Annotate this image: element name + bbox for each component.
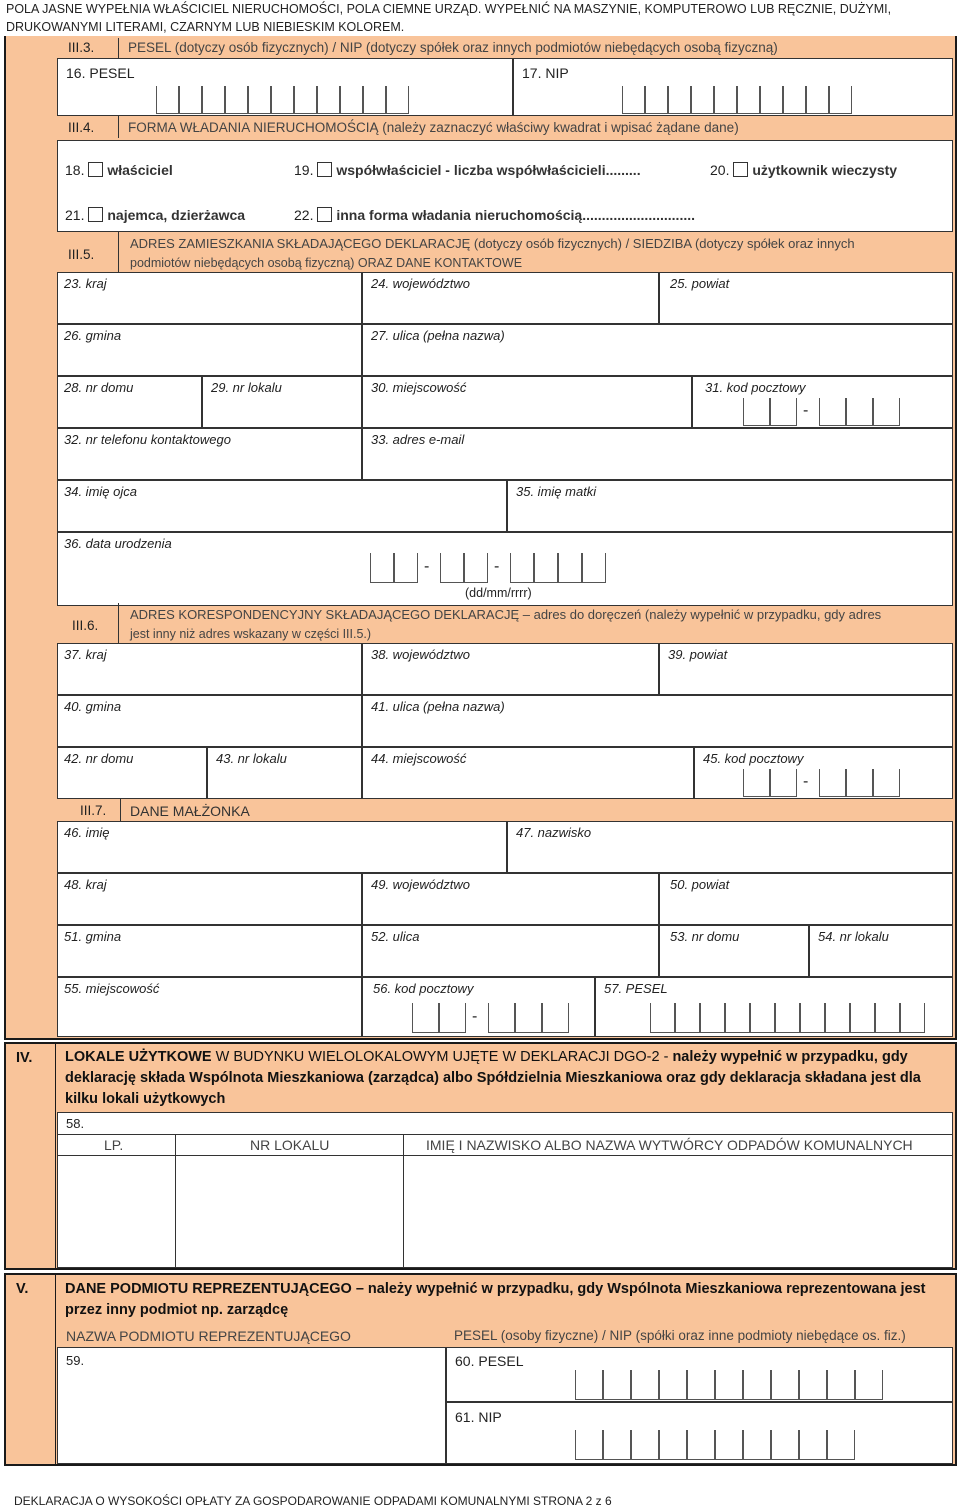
char-box[interactable]: [743, 769, 770, 797]
field-56-postcode[interactable]: 56. kod pocztowy: [362, 977, 595, 1037]
field-16-pesel[interactable]: 16. PESEL: [57, 58, 513, 116]
section-iii-7-heading: III.7.: [80, 803, 107, 818]
field-59-representative-name[interactable]: 59.: [57, 1347, 446, 1464]
field-30-city[interactable]: 30. miejscowość: [362, 376, 692, 428]
section-iv-title: LOKALE UŻYTKOWE W BUDYNKU WIELOLOKALOWYM UJĘTE W DEKLARACJI DGO-2 - należy wypełnić w przypadku, gdy deklarację składa Wspólnota Mieszkaniowa (zarządca) albo Spółdzielnia Mieszkaniowa oraz gdy deklaracja składana jest dla kilku lokali użytkowych: [65, 1049, 921, 1107]
comb-separator: -: [803, 402, 809, 419]
char-box[interactable]: [542, 1003, 569, 1033]
section-v-title: DANE PODMIOTU REPREZENTUJĄCEGO – należy wypełnić w przypadku, gdy Wspólnota Mieszkaniowa reprezentowana jest przez inny podmiot np. zarządcę: [65, 1281, 926, 1318]
field-54-flat-no[interactable]: 54. nr lokalu: [809, 925, 953, 977]
char-box[interactable]: [770, 769, 797, 797]
char-box[interactable]: [668, 86, 691, 114]
char-box[interactable]: [394, 553, 418, 583]
field-61-nip[interactable]: 61. NIP: [446, 1402, 953, 1464]
field-27-street[interactable]: 27. ulica (pełna nazwa): [362, 324, 953, 376]
char-box[interactable]: [829, 86, 852, 114]
field-55-city[interactable]: 55. miejscowość: [57, 977, 362, 1037]
section-iii-6-subtitle: jest inny niż adres wskazany w części III.5.): [130, 627, 372, 641]
option-19[interactable]: 19. współwłaściciel - liczba współwłaścicieli.........: [294, 162, 641, 178]
char-box[interactable]: [631, 1370, 659, 1400]
char-box[interactable]: [622, 86, 645, 114]
char-box[interactable]: [875, 1003, 900, 1033]
char-box[interactable]: [714, 86, 737, 114]
option-20[interactable]: 20. użytkownik wieczysty: [710, 162, 898, 178]
char-box[interactable]: [900, 1003, 925, 1033]
comb-separator: -: [803, 773, 809, 790]
checkbox-20[interactable]: [733, 162, 748, 177]
field-60-pesel[interactable]: 60. PESEL: [446, 1347, 953, 1402]
char-box[interactable]: [799, 1430, 827, 1460]
section-iii-3-heading: III.3.: [68, 40, 95, 55]
section-iii-4-heading: III.4.: [68, 120, 95, 135]
field-29-flat-no[interactable]: 29. nr lokalu: [202, 376, 362, 428]
field-47-surname[interactable]: 47. nazwisko: [507, 821, 953, 873]
char-box[interactable]: [412, 1003, 439, 1033]
field-45-postcode[interactable]: 45. kod pocztowy: [694, 747, 953, 799]
fill-instructions: [6, 0, 956, 36]
field-32-phone[interactable]: 32. nr telefonu kontaktowego: [57, 428, 362, 480]
char-box[interactable]: [771, 1370, 799, 1400]
field-36-birth-date[interactable]: 36. data urodzenia: [57, 532, 953, 606]
char-box[interactable]: [179, 86, 202, 114]
field-44-city[interactable]: 44. miejscowość: [362, 747, 694, 799]
field-35-mother-name[interactable]: 35. imię matki: [507, 480, 953, 532]
char-box[interactable]: [675, 1003, 700, 1033]
field-50-county[interactable]: 50. powiat: [659, 873, 953, 925]
checkbox-21[interactable]: [88, 207, 103, 222]
field-57-pesel[interactable]: 57. PESEL: [595, 977, 953, 1037]
section-v-number: V.: [16, 1281, 29, 1297]
char-box[interactable]: [846, 769, 873, 797]
char-box[interactable]: [850, 1003, 875, 1033]
char-box[interactable]: [827, 1430, 855, 1460]
field-25-county[interactable]: 25. powiat: [659, 272, 953, 324]
field-24-voivodeship[interactable]: 24. województwo: [362, 272, 659, 324]
char-box[interactable]: [799, 1370, 827, 1400]
field-46-first-name[interactable]: 46. imię: [57, 821, 507, 873]
section-iv-number: IV.: [16, 1050, 33, 1066]
char-box[interactable]: [760, 86, 783, 114]
char-box[interactable]: [873, 769, 900, 797]
char-box[interactable]: [510, 553, 534, 583]
instructions-line-2: DRUKOWANYMI LITERAMI, CZARNYM LUB NIEBIESKIM KOLOREM.: [6, 20, 405, 34]
section-iii-3-title: PESEL (dotyczy osób fizycznych) / NIP (dotyczy spółek oraz innych podmiotów niebędących osobą fizyczną): [128, 40, 778, 55]
field-37-country[interactable]: 37. kraj: [57, 643, 362, 695]
field-26-commune[interactable]: 26. gmina: [57, 324, 362, 376]
char-box[interactable]: [271, 86, 294, 114]
option-21[interactable]: 21. najemca, dzierżawca: [65, 207, 246, 223]
char-box[interactable]: [370, 553, 394, 583]
page-footer: DEKLARACJA O WYSOKOŚCI OPŁATY ZA GOSPODAROWANIE ODPADAMI KOMUNALNYMI STRONA 2 z 6: [14, 1494, 612, 1508]
char-box[interactable]: [846, 398, 873, 426]
char-box[interactable]: [294, 86, 317, 114]
field-34-father-name[interactable]: 34. imię ojca: [57, 480, 507, 532]
char-box[interactable]: [806, 86, 829, 114]
char-box[interactable]: [800, 1003, 825, 1033]
checkbox-19[interactable]: [317, 162, 332, 177]
field-17-nip[interactable]: 17. NIP: [513, 58, 953, 116]
char-box[interactable]: [825, 1003, 850, 1033]
section-iii-6-heading: III.6.: [72, 618, 99, 633]
section-iii-6-title: ADRES KORESPONDENCYJNY SKŁADAJĄCEGO DEKLARACJĘ – adres do doręczeń (należy wypełnić w przypadku, gdy adres: [130, 607, 882, 622]
char-box[interactable]: [771, 1430, 799, 1460]
char-box[interactable]: [464, 553, 488, 583]
char-box[interactable]: [725, 1003, 750, 1033]
char-box[interactable]: [603, 1430, 631, 1460]
char-box[interactable]: [873, 398, 900, 426]
section-iii-7-title: DANE MAŁŻONKA: [130, 803, 250, 819]
char-box[interactable]: [687, 1430, 715, 1460]
field-23-country[interactable]: 23. kraj: [57, 272, 362, 324]
field-28-house-no[interactable]: 28. nr domu: [57, 376, 202, 428]
section-iii-4-title: FORMA WŁADANIA NIERUCHOMOŚCIĄ (należy zaznaczyć właściwy kwadrat i wpisać żądane dane): [128, 120, 739, 135]
char-box[interactable]: [715, 1430, 743, 1460]
char-box[interactable]: [202, 86, 225, 114]
char-box[interactable]: [534, 553, 558, 583]
char-box[interactable]: [515, 1003, 542, 1033]
field-41-street[interactable]: 41. ulica (pełna nazwa): [362, 695, 953, 747]
char-box[interactable]: [743, 1430, 771, 1460]
field-40-commune[interactable]: 40. gmina: [57, 695, 362, 747]
field-42-house-no[interactable]: 42. nr domu: [57, 747, 207, 799]
comb-separator: -: [472, 1008, 478, 1025]
comb-separator: -: [424, 558, 430, 575]
field-58-label: 58.: [66, 1116, 85, 1131]
char-box[interactable]: [575, 1430, 603, 1460]
field-38-voivodeship[interactable]: 38. województwo: [362, 643, 659, 695]
char-box[interactable]: [827, 1370, 855, 1400]
char-box[interactable]: [645, 86, 668, 114]
char-box[interactable]: [582, 553, 606, 583]
field-53-house-no[interactable]: 53. nr domu: [659, 925, 809, 977]
section-iii-5-title: ADRES ZAMIESZKANIA SKŁADAJĄCEGO DEKLARACJĘ (dotyczy osób fizycznych) / SIEDZIBA (dotyczy spółek oraz innych: [130, 236, 855, 251]
char-box[interactable]: [440, 553, 464, 583]
field-39-county[interactable]: 39. powiat: [659, 643, 953, 695]
char-box[interactable]: [819, 769, 846, 797]
char-box[interactable]: [386, 86, 409, 114]
date-format-hint: (dd/mm/rrrr): [465, 586, 532, 600]
field-48-country[interactable]: 48. kraj: [57, 873, 362, 925]
char-box[interactable]: [855, 1370, 883, 1400]
char-box[interactable]: [363, 86, 386, 114]
char-box[interactable]: [743, 398, 770, 426]
field-33-email[interactable]: 33. adres e-mail: [362, 428, 953, 480]
char-box[interactable]: [819, 398, 846, 426]
char-box[interactable]: [775, 1003, 800, 1033]
char-box[interactable]: [340, 86, 363, 114]
instructions-line-1: POLA JASNE WYPEŁNIA WŁAŚCICIEL NIERUCHOMOŚCI, POLA CIEMNE URZĄD. WYPEŁNIĆ NA MASZYNIE, KOMPUTEROWO LUB RĘCZNIE, DUŻYMI,: [6, 2, 892, 16]
checkbox-18[interactable]: [88, 162, 103, 177]
field-43-flat-no[interactable]: 43. nr lokalu: [207, 747, 362, 799]
field-31-postcode[interactable]: 31. kod pocztowy: [692, 376, 953, 428]
char-box[interactable]: [225, 86, 248, 114]
field-49-voivodeship[interactable]: 49. województwo: [362, 873, 659, 925]
comb-separator: -: [494, 558, 500, 575]
char-box[interactable]: [631, 1430, 659, 1460]
option-22[interactable]: 22. inna forma władania nieruchomością.............................: [294, 207, 695, 223]
char-box[interactable]: [700, 1003, 725, 1033]
char-box[interactable]: [715, 1370, 743, 1400]
checkbox-22[interactable]: [317, 207, 332, 222]
char-box[interactable]: [691, 86, 714, 114]
char-box[interactable]: [317, 86, 340, 114]
char-box[interactable]: [659, 1370, 687, 1400]
column-unit-number: NR LOKALU: [250, 1137, 330, 1153]
char-box[interactable]: [770, 398, 797, 426]
char-box[interactable]: [488, 1003, 515, 1033]
char-box[interactable]: [783, 86, 806, 114]
option-18[interactable]: 18. właściciel: [65, 162, 173, 178]
char-box[interactable]: [650, 1003, 675, 1033]
column-representative-id: PESEL (osoby fizyczne) / NIP (spółki oraz inne podmioty niebędące os. fiz.): [454, 1328, 906, 1343]
column-representative-name: NAZWA PODMIOTU REPREZENTUJĄCEGO: [66, 1328, 351, 1344]
char-box[interactable]: [439, 1003, 466, 1033]
char-box[interactable]: [737, 86, 760, 114]
field-52-street[interactable]: 52. ulica: [362, 925, 659, 977]
field-51-commune[interactable]: 51. gmina: [57, 925, 362, 977]
char-box[interactable]: [603, 1370, 631, 1400]
column-lp: LP.: [104, 1137, 124, 1153]
char-box[interactable]: [156, 86, 179, 114]
char-box[interactable]: [743, 1370, 771, 1400]
char-box[interactable]: [659, 1430, 687, 1460]
char-box[interactable]: [248, 86, 271, 114]
char-box[interactable]: [750, 1003, 775, 1033]
char-box[interactable]: [687, 1370, 715, 1400]
column-waste-producer: IMIĘ I NAZWISKO ALBO NAZWA WYTWÓRCY ODPADÓW KOMUNALNYCH: [426, 1137, 913, 1153]
char-box[interactable]: [575, 1370, 603, 1400]
section-iii-5-heading: III.5.: [68, 247, 95, 262]
section-iii-5-subtitle: podmiotów niebędących osobą fizyczną) ORAZ DANE KONTAKTOWE: [130, 256, 523, 270]
char-box[interactable]: [558, 553, 582, 583]
